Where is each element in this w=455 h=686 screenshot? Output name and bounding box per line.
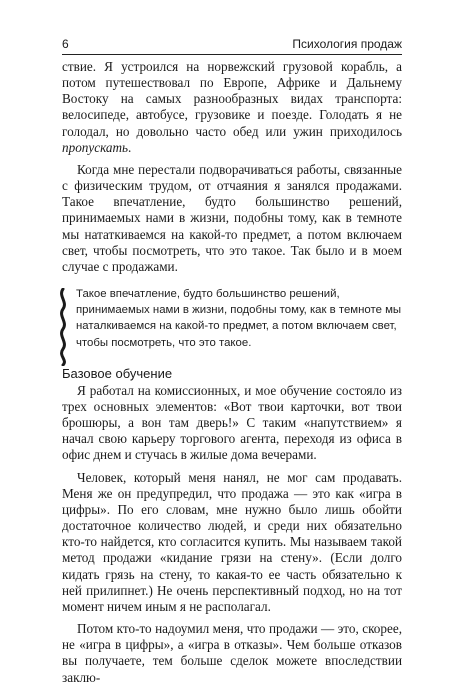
paragraph-5: Потом кто-то надоумил меня, что продажи — это, скорее, не «игра в цифры», а «игра в отказы». Чем больше отказов вы получаете, тем больше сделок можете впоследствии заклю-	[62, 621, 402, 685]
paragraph-2: Когда мне перестали подворачиваться работы, связанные с физическим трудом, от отчаяния я занялся продажами. Такое впечатление, будто большинство решений, принимаемых нами в жизни, подобны тому, как в темноте мы нататкиваемся на какой-то предмет, а потом включаем свет, чтобы посмотреть, что это такое. Так было и в моем случае с продажами.	[62, 161, 402, 274]
wavy-bracket-icon	[56, 288, 70, 366]
paragraph-1-end: .	[128, 139, 132, 155]
pull-quote	[62, 286, 402, 351]
paragraph-1-text: ствие. Я устроился на норвежский грузовой корабль, а потом путешествовал по Европе, Африке и Дальнему Востоку на самых разнообразных видах транспорта: велосипеде, автобусе, грузовике и поезде. Голодать я не голодал, но довольно часто обед или ужин приходилось	[62, 59, 402, 139]
paragraph-4: Человек, который меня нанял, не мог сам продавать. Меня же он предупредил, что продажа — это как «игра в цифры». По его словам, мне нужно было лишь обойти достаточное количество людей, и среди них обязательно кто-то найдется, кто согласится купить. Мы называем такой метод продажи «кидание грязи на стену». (Если долго кидать грязь на стену, то какая-то ее часть обязательно к ней прилипнет.) Не очень перспективный подход, но на тот момент ничем иным я не располагал.	[62, 469, 402, 614]
section-heading: Базовое обучение	[62, 365, 173, 381]
paragraph-1-emphasis: пропускать	[62, 139, 129, 155]
page-number: 6	[62, 37, 69, 51]
running-header	[62, 36, 402, 55]
paragraph-1	[62, 59, 402, 156]
pull-quote-text: Такое впечатление, будто большинство решений, принимаемых нами в жизни, подобны тому, как в темноте мы наталкиваемся на какой-то предмет, а потом включаем свет, чтобы посмотреть, что это такое.	[76, 288, 402, 349]
paragraph-3: Я работал на комиссионных, и мое обучение состояло из трех основных элементов: «Вот твои карточки, вот твои брошюры, а вон там дверь!» С таким «напутствием» я начал свою карьеру торгового агента, переходя из офиса в офис днем и стучась в жилые дома вечерами.	[62, 382, 402, 463]
running-title: Психология продаж	[292, 37, 402, 51]
book-page	[62, 36, 402, 686]
